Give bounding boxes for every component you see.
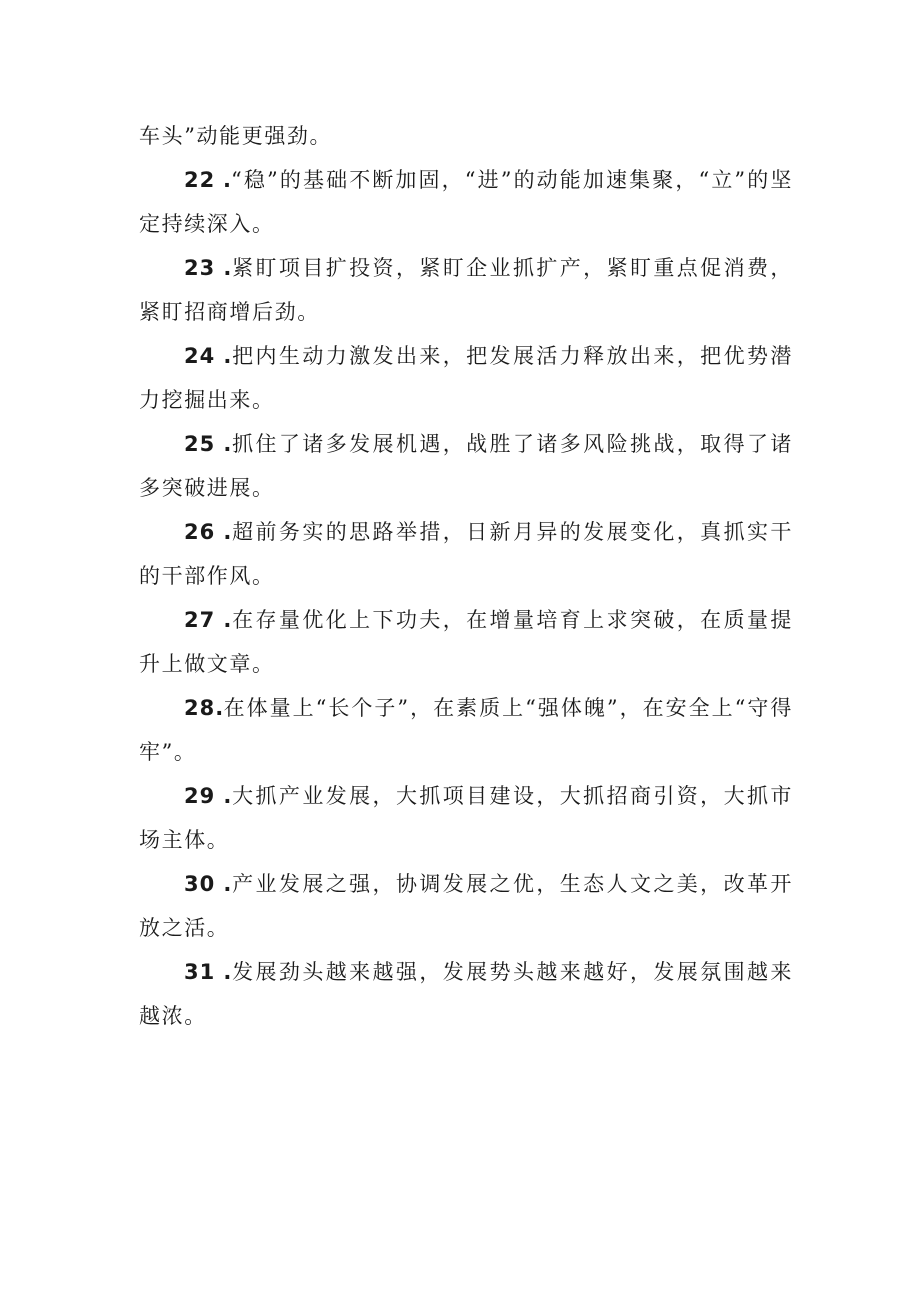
item-number: 31 (184, 960, 216, 984)
item-number: 24 (184, 344, 216, 368)
list-item-25 (139, 422, 793, 510)
item-number: 25 (184, 432, 216, 456)
list-item-30 (139, 862, 793, 950)
item-number: 28 (184, 696, 216, 720)
item-text: 大抓产业发展，大抓项目建设，大抓招商引资，大抓市场主体。 (139, 784, 793, 852)
item-separator: . (215, 256, 232, 280)
list-item-28 (139, 686, 793, 774)
item-text: 在体量上“长个子”，在素质上“强体魄”，在安全上“守得牢”。 (139, 696, 793, 764)
item-number: 26 (184, 520, 216, 544)
item-separator: . (215, 696, 224, 720)
item-number: 27 (184, 608, 216, 632)
item-text: 发展劲头越来越强，发展势头越来越好，发展氛围越来越浓。 (139, 960, 793, 1028)
document-body (139, 114, 793, 1038)
list-item-22 (139, 158, 793, 246)
item-number: 29 (184, 784, 216, 808)
list-item-31 (139, 950, 793, 1038)
item-separator: . (215, 520, 232, 544)
list-item-24 (139, 334, 793, 422)
item-number: 23 (184, 256, 216, 280)
item-separator: . (215, 168, 232, 192)
list-item-26 (139, 510, 793, 598)
item-text: “稳”的基础不断加固，“进”的动能加速集聚，“立”的坚定持续深入。 (139, 168, 793, 236)
item-separator: . (215, 344, 232, 368)
list-item-29 (139, 774, 793, 862)
item-text: 超前务实的思路举措，日新月异的发展变化，真抓实干的干部作风。 (139, 520, 793, 588)
item-text: 产业发展之强，协调发展之优，生态人文之美，改革开放之活。 (139, 872, 793, 940)
item-text: 紧盯项目扩投资，紧盯企业抓扩产，紧盯重点促消费，紧盯招商增后劲。 (139, 256, 793, 324)
item-text: 抓住了诸多发展机遇，战胜了诸多风险挑战，取得了诸多突破进展。 (139, 432, 793, 500)
item-separator: . (215, 608, 232, 632)
item-separator: . (215, 432, 232, 456)
item-text: 在存量优化上下功夫，在增量培育上求突破，在质量提升上做文章。 (139, 608, 793, 676)
list-item-27 (139, 598, 793, 686)
item-separator: . (215, 872, 232, 896)
lead-fragment: 车头”动能更强劲。 (139, 124, 333, 148)
item-number: 22 (184, 168, 216, 192)
item-separator: . (215, 960, 232, 984)
item-text: 把内生动力激发出来，把发展活力释放出来，把优势潜力挖掘出来。 (139, 344, 793, 412)
list-item-23 (139, 246, 793, 334)
item-separator: . (215, 784, 232, 808)
item-number: 30 (184, 872, 216, 896)
